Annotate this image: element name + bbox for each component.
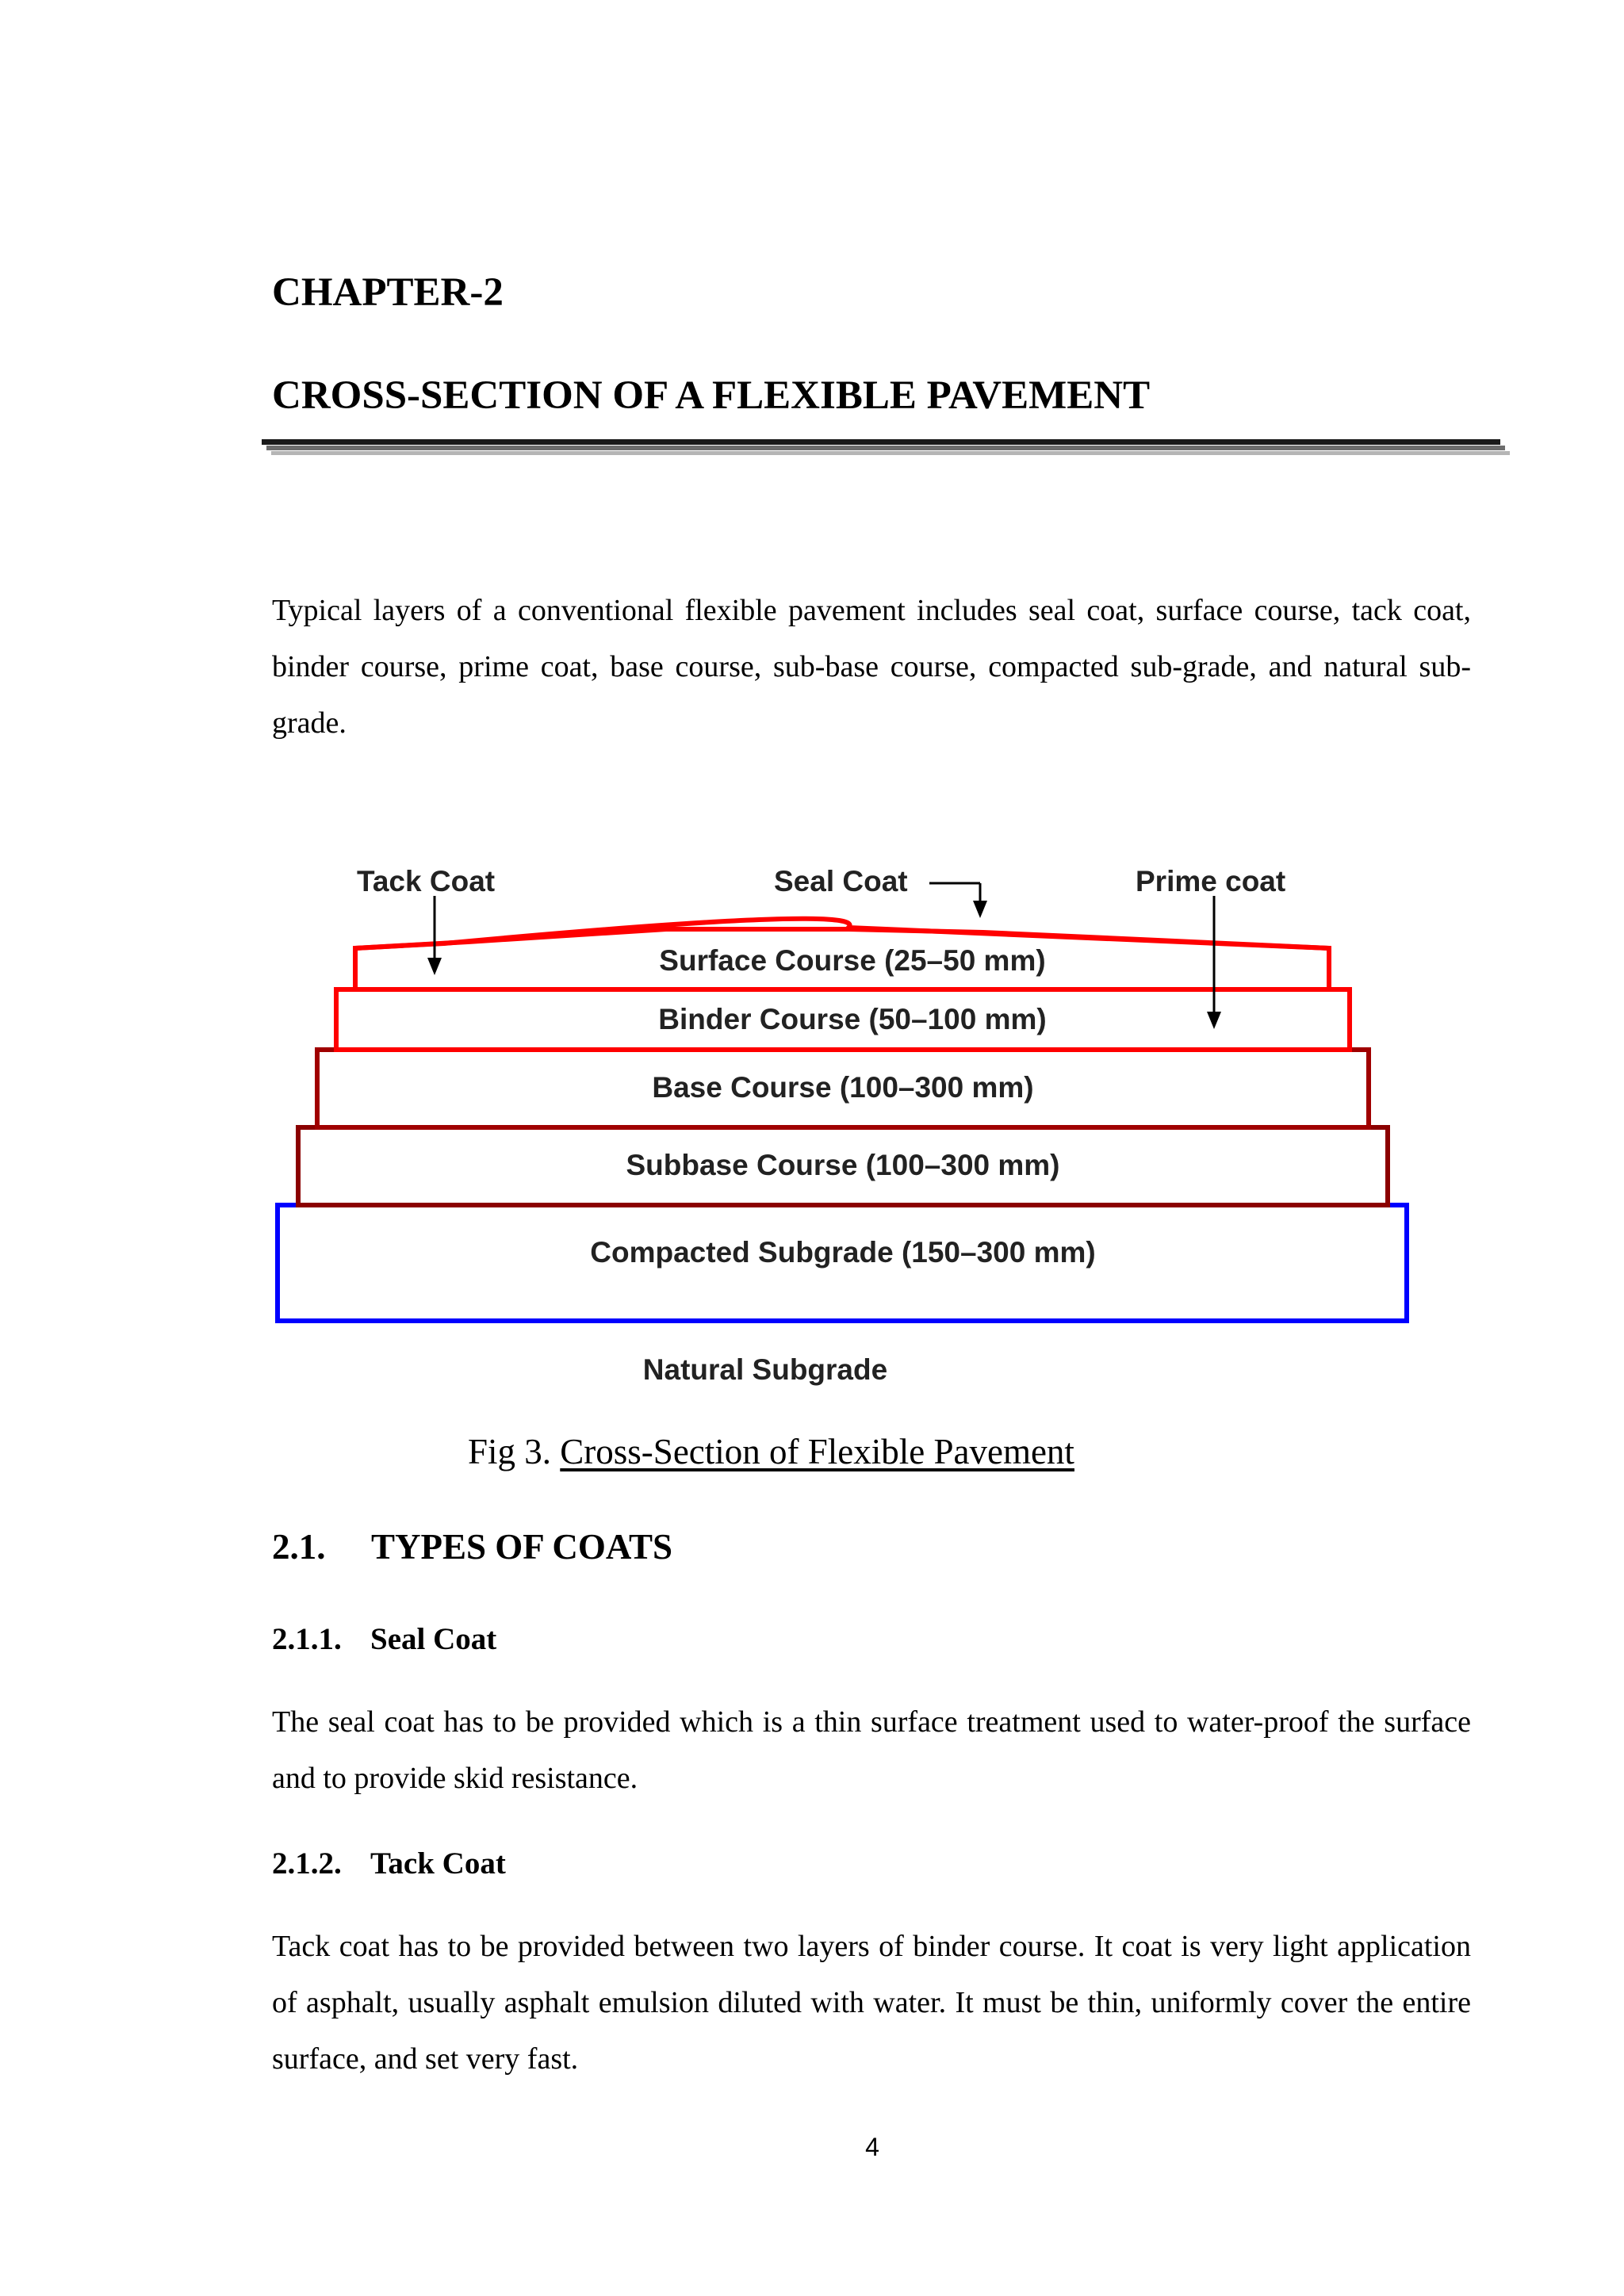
label-tack-coat: Tack Coat [357,865,496,897]
prime-coat-arrow-icon [1207,896,1221,1029]
subsection-title: Tack Coat [370,1846,506,1881]
intro-paragraph: Typical layers of a conventional flexible pavement includes seal coat, surface course, tack coat, binder course, prime coat, base course, sub-base course, compacted sub-grade, and natural sub-grade. [272,594,1471,740]
seal-coat-arrow-icon [929,883,987,918]
subsection-number: 2.1.2. [272,1846,342,1881]
figure-caption [468,1431,1074,1472]
page-number: 4 [865,2133,879,2161]
figure-caption-prefix: Fig 3. [468,1432,561,1471]
label-surface-course: Surface Course (25–50 mm) [659,944,1046,977]
label-natural-subgrade: Natural Subgrade [642,1353,888,1386]
title-rule [262,439,1500,457]
section-number: 2.1. [272,1527,326,1567]
section-heading [272,1526,672,1567]
pavement-diagram [270,856,1427,1395]
subsection-heading-tack-coat [272,1846,506,1881]
label-prime-coat: Prime coat [1136,865,1286,897]
subsection-title: Seal Coat [370,1622,497,1656]
label-seal-coat: Seal Coat [774,865,908,897]
label-base-course: Base Course (100–300 mm) [652,1071,1034,1104]
figure-caption-title: Cross-Section of Flexible Pavement [560,1432,1074,1471]
label-subbase-course: Subbase Course (100–300 mm) [626,1149,1060,1181]
seal-coat-paragraph: The seal coat has to be provided which is a thin surface treatment used to water-proof the surface and to provide skid resistance. [272,1705,1471,1795]
chapter-title: CROSS-SECTION OF A FLEXIBLE PAVEMENT [272,373,1151,418]
chapter-label: CHAPTER-2 [272,270,504,315]
tack-coat-arrow-icon [427,896,442,975]
subsection-number: 2.1.1. [272,1622,342,1656]
label-compacted-subgrade: Compacted Subgrade (150–300 mm) [590,1236,1096,1269]
subsection-heading-seal-coat [272,1621,496,1657]
pavement-cross-section-figure [270,856,1427,1395]
label-binder-course: Binder Course (50–100 mm) [658,1003,1047,1035]
tack-coat-paragraph: Tack coat has to be provided between two layers of binder course. It coat is very light application of asphalt, usually asphalt emulsion diluted with water. It must be thin, uniformly cover the entire surface, and set very fast. [272,1930,1471,2076]
section-title: TYPES OF COATS [371,1527,673,1567]
